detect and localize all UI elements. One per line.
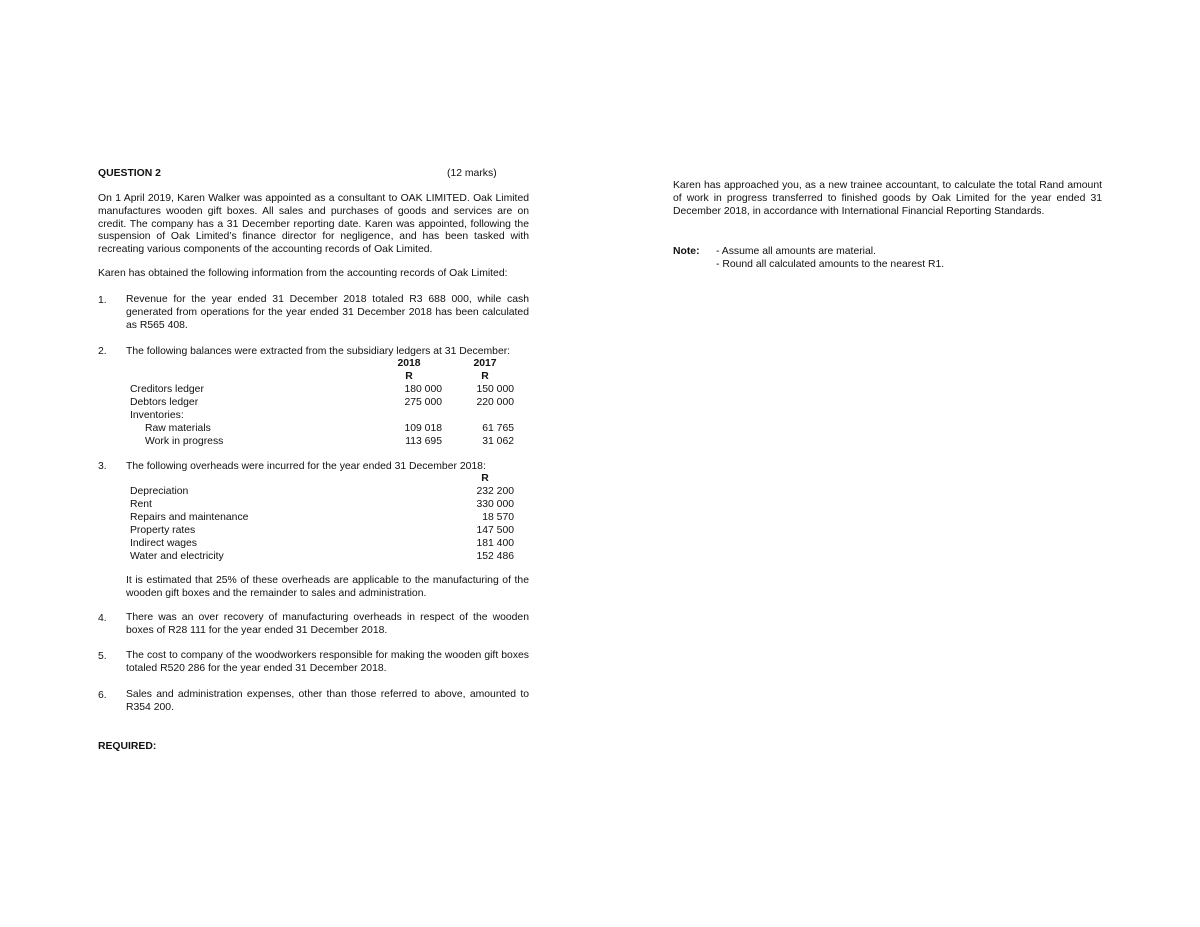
item-1-text: Revenue for the year ended 31 December 2018 totaled R3 688 000, while cash generated from operations for the year ended 31 December 2018 has been calculated as R565 408. bbox=[126, 294, 529, 331]
note-label: Note: bbox=[673, 246, 700, 257]
overheads-allocation-note: It is estimated that 25% of these overheads are applicable to the manufacturing of the wooden gift boxes and the remainder to sales and administration. bbox=[126, 575, 529, 599]
ledger-row-2017: 150 000 bbox=[476, 384, 514, 395]
item-5-number: 5. bbox=[98, 651, 107, 662]
required-heading: REQUIRED: bbox=[98, 741, 157, 752]
overhead-row-value: 181 400 bbox=[476, 538, 514, 549]
required-paragraph: Karen has approached you, as a new trainee accountant, to calculate the total Rand amount of work in progress transferred to finished goods by Oak Limited for the year ended 31 December 2018, in accordance with International Financial Reporting Standards. bbox=[673, 180, 1102, 217]
ledger-row-2017: 31 062 bbox=[482, 436, 514, 447]
item-4-number: 4. bbox=[98, 613, 107, 624]
item-2-text: The following balances were extracted from the subsidiary ledgers at 31 December: bbox=[126, 346, 511, 357]
ledger-row-label: Creditors ledger bbox=[130, 384, 204, 395]
item-3-text: The following overheads were incurred for the year ended 31 December 2018: bbox=[126, 461, 486, 472]
item-6-text: Sales and administration expenses, other than those referred to above, amounted to R354 200. bbox=[126, 689, 529, 713]
obtained-paragraph: Karen has obtained the following information from the accounting records of Oak Limited: bbox=[98, 268, 508, 279]
question-marks: (12 marks) bbox=[447, 168, 497, 179]
item-6-number: 6. bbox=[98, 690, 107, 701]
overheads-unit: R bbox=[481, 473, 489, 484]
intro-paragraph: On 1 April 2019, Karen Walker was appointed as a consultant to OAK LIMITED. Oak Limited manufactures wooden gift boxes. All sales and purchases of goods and services are on credit. The company has a 31 December reporting date. Karen was appointed, following the suspension of Oak Limited’s finance director for negligence, and has been tasked with recreating various components of the accounting records of Oak Limited. bbox=[98, 193, 529, 256]
col-2017-header: 2017 bbox=[473, 358, 497, 369]
item-4-text: There was an over recovery of manufacturing overheads in respect of the wooden boxes of R28 111 for the year ended 31 December 2018. bbox=[126, 612, 529, 636]
col-2018-unit: R bbox=[405, 371, 413, 382]
overhead-row-label: Water and electricity bbox=[130, 551, 224, 562]
note-item: - Assume all amounts are material. bbox=[716, 246, 876, 257]
ledger-row-2018: 109 018 bbox=[404, 423, 442, 434]
overhead-row-value: 147 500 bbox=[476, 525, 514, 536]
col-2017-unit: R bbox=[481, 371, 489, 382]
ledger-row-label: Work in progress bbox=[145, 436, 224, 447]
overhead-row-label: Depreciation bbox=[130, 486, 189, 497]
item-1-number: 1. bbox=[98, 295, 107, 306]
overhead-row-value: 152 486 bbox=[476, 551, 514, 562]
overhead-row-value: 330 000 bbox=[476, 499, 514, 510]
ledger-row-2018: 113 695 bbox=[405, 436, 442, 447]
ledger-row-2017: 220 000 bbox=[476, 397, 514, 408]
item-3-number: 3. bbox=[98, 461, 107, 472]
note-item: - Round all calculated amounts to the nearest R1. bbox=[716, 259, 945, 270]
overhead-row-value: 18 570 bbox=[482, 512, 514, 523]
overhead-row-label: Repairs and maintenance bbox=[130, 512, 249, 523]
ledger-row-label: Debtors ledger bbox=[130, 397, 199, 408]
ledger-row-label: Raw materials bbox=[145, 423, 211, 434]
ledger-row-2018: 180 000 bbox=[404, 384, 442, 395]
question-title: QUESTION 2 bbox=[98, 168, 161, 179]
ledger-row-2017: 61 765 bbox=[482, 423, 514, 434]
item-5-text: The cost to company of the woodworkers responsible for making the wooden gift boxes totaled R520 286 for the year ended 31 December 2018. bbox=[126, 650, 529, 674]
overhead-row-value: 232 200 bbox=[476, 486, 514, 497]
ledger-row-label: Inventories: bbox=[130, 410, 184, 421]
item-2-number: 2. bbox=[98, 346, 107, 357]
ledger-row-2018: 275 000 bbox=[404, 397, 442, 408]
overhead-row-label: Rent bbox=[130, 499, 152, 510]
overhead-row-label: Property rates bbox=[130, 525, 196, 536]
col-2018-header: 2018 bbox=[397, 358, 421, 369]
overhead-row-label: Indirect wages bbox=[130, 538, 197, 549]
